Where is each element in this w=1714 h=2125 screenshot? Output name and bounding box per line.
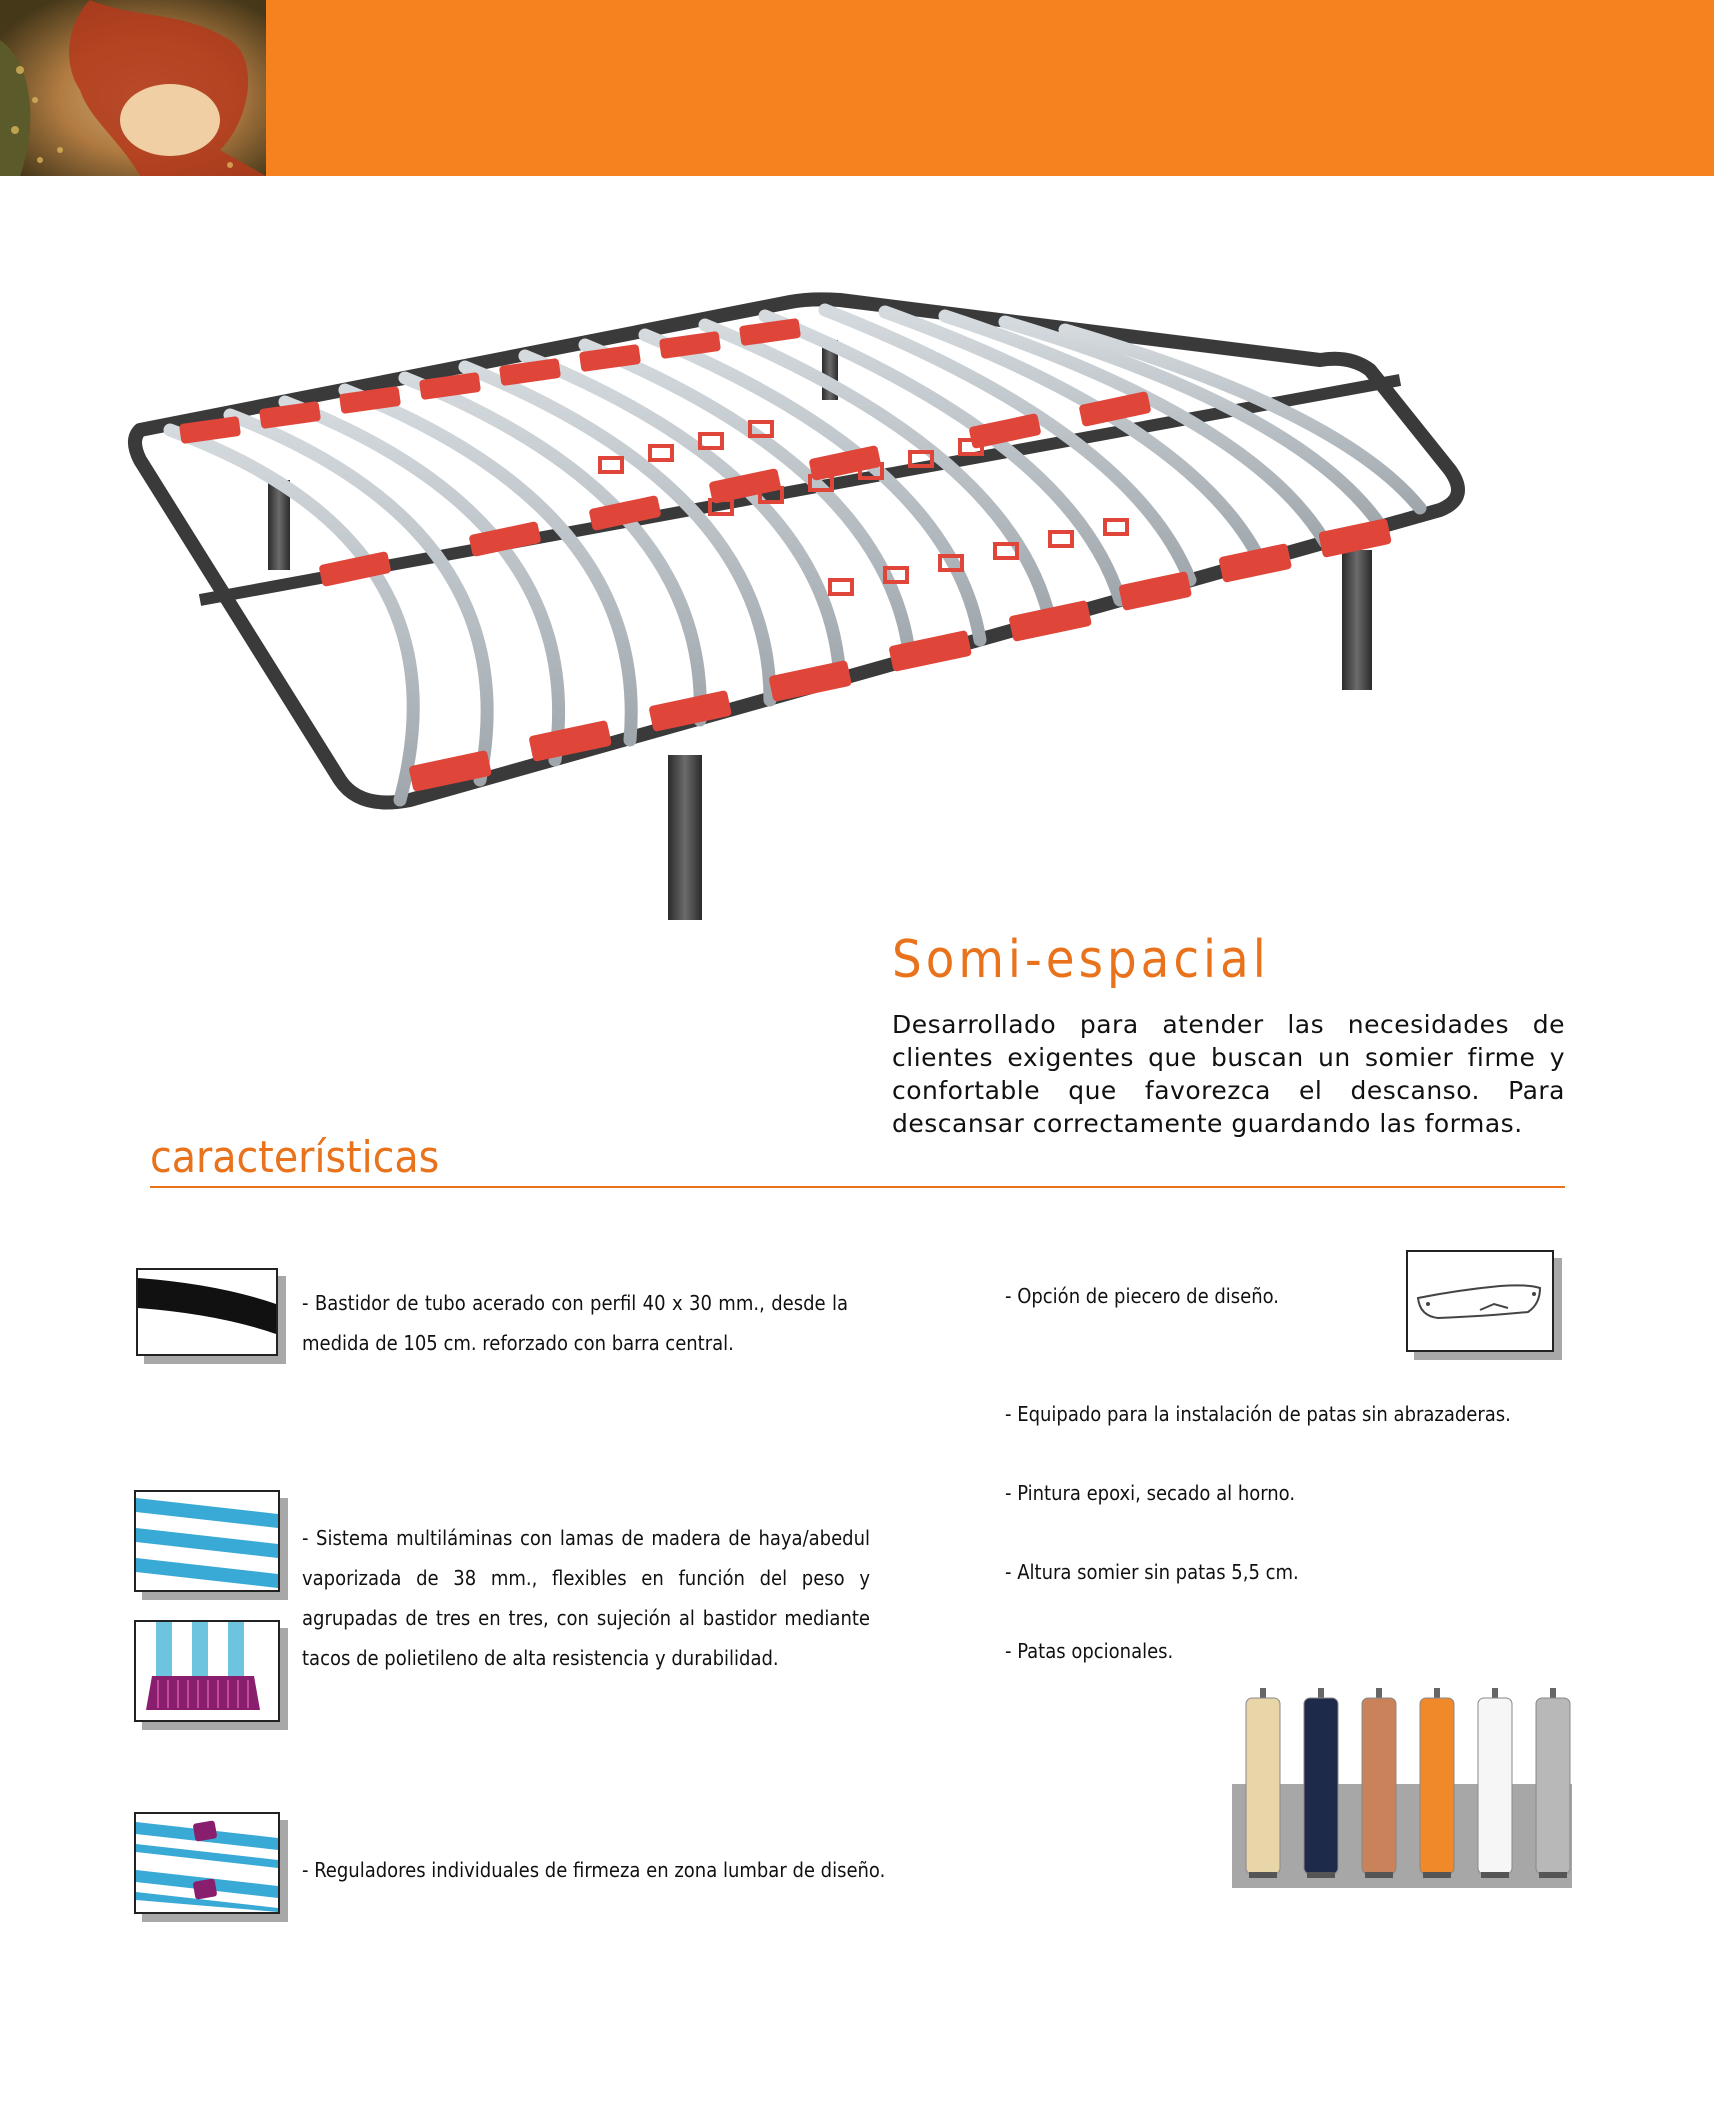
leg-swatch [1420,1688,1454,1878]
feature-regulators-text: - Reguladores individuales de firmeza en zona lumbar de diseño. [302,1858,886,1882]
feature-optional-legs-text: - Patas opcionales. [1005,1639,1174,1663]
leg-swatch [1304,1688,1338,1878]
leg-swatch [1478,1688,1512,1878]
header-painting-image [0,0,266,176]
product-description: Desarrollado para atender las necesidades de clientes exigentes que buscan un somier firme y confortable que favorezca el descanso. Para descansar correctamente guardando las formas. [892,1010,1565,1138]
leg-swatch [1362,1688,1396,1878]
feature-frame-text: - Bastidor de tubo acerado con perfil 40 x 30 mm., desde la medida de 105 cm. reforzado con barra central. [302,1291,848,1355]
firmness-regulator-icon [134,1812,280,1914]
optional-legs-image [1232,1688,1572,1888]
features-heading: características [150,1132,440,1183]
slat-holder-icon [134,1620,280,1722]
feature-slats-text: - Sistema multiláminas con lamas de madera de haya/abedul vaporizada de 38 mm., flexibles en función del peso y agrupadas de tres en tres, con sujeción al bastidor mediante tacos de polietileno de alta resistencia y durabilidad. [302,1526,870,1670]
product-title: Somi-espacial [892,930,1270,990]
steel-tube-profile-icon [136,1268,278,1356]
feature-legs-mount-text: - Equipado para la instalación de patas sin abrazaderas. [1005,1402,1511,1426]
feature-paint-text: - Pintura epoxi, secado al horno. [1005,1481,1296,1505]
feature-footboard-text: - Opción de piecero de diseño. [1005,1284,1280,1308]
slats-icon [134,1490,280,1592]
leg-swatch [1536,1688,1570,1878]
footboard-icon [1406,1250,1554,1352]
leg-swatch [1246,1688,1280,1878]
bed-base-product-image [110,280,1490,970]
features-divider [150,1186,1565,1188]
feature-height-text: - Altura somier sin patas 5,5 cm. [1005,1560,1299,1584]
